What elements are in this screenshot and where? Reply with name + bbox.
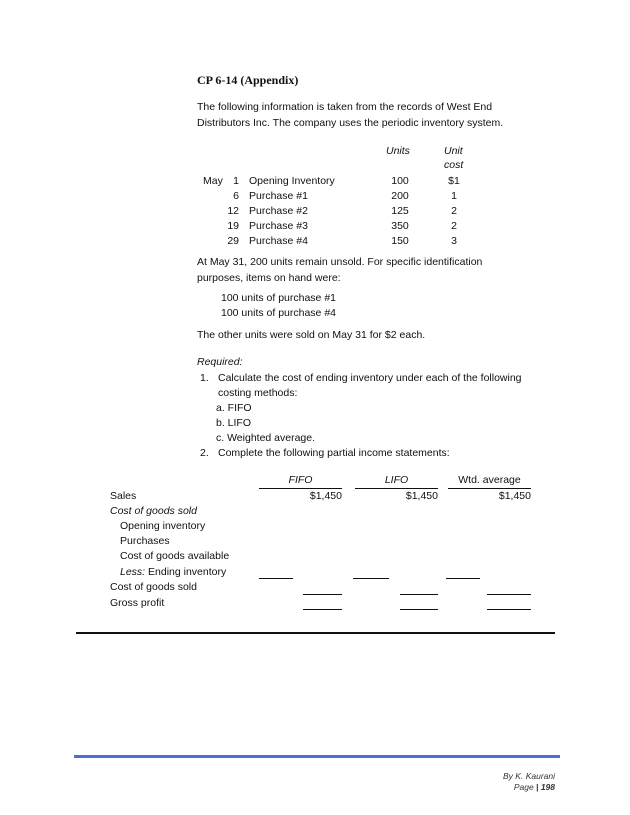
header-underline <box>355 488 438 489</box>
col-unit-cost-header: Unit <box>444 145 463 157</box>
required-sub-item: b. LIFO <box>216 417 252 429</box>
required-sub-item: a. FIFO <box>216 402 252 414</box>
row-cost: $1 <box>448 175 460 187</box>
cogs-blank <box>487 594 531 595</box>
cogs-heading: Cost of goods sold <box>110 505 197 517</box>
ending-inventory-blank <box>259 578 293 579</box>
ending-inventory-blank <box>446 578 480 579</box>
required-item-1-line-2: costing methods: <box>218 387 298 399</box>
row-units: 200 <box>391 190 409 202</box>
row-desc: Purchase #3 <box>249 220 308 232</box>
row-desc: Purchase #2 <box>249 205 308 217</box>
row-cost: 2 <box>451 205 457 217</box>
required-label: Required: <box>197 356 243 368</box>
intro-line-2: Distributors Inc. The company uses the periodic inventory system. <box>197 117 504 129</box>
required-item-1-number: 1. <box>200 372 209 384</box>
sales-lifo: $1,450 <box>405 490 438 502</box>
row-day: 29 <box>227 235 239 247</box>
row-cost: 1 <box>451 190 457 202</box>
required-item-1-line-1: Calculate the cost of ending inventory under each of the following <box>218 372 522 384</box>
row-desc: Purchase #4 <box>249 235 308 247</box>
header-underline <box>448 488 531 489</box>
row-day: 1 <box>233 175 239 187</box>
cogs-label: Cost of goods sold <box>110 581 197 593</box>
unsold-line-2: purposes, items on hand were: <box>197 272 341 284</box>
row-day: 19 <box>227 220 239 232</box>
unsold-line-1: At May 31, 200 units remain unsold. For specific identification <box>197 256 483 268</box>
header-underline <box>259 488 342 489</box>
footer-author: By K. Kaurani <box>503 771 555 781</box>
purchases-label: Purchases <box>120 535 170 547</box>
less-label: Less: <box>120 566 146 578</box>
row-units: 125 <box>391 205 409 217</box>
wtd-average-header: Wtd. average <box>458 474 521 486</box>
col-unit-cost-header-2: cost <box>444 159 464 171</box>
row-desc: Purchase #1 <box>249 190 308 202</box>
row-desc: Opening Inventory <box>249 175 335 187</box>
sales-wtd-average: $1,450 <box>498 490 531 502</box>
row-units: 350 <box>391 220 409 232</box>
opening-inventory-label: Opening inventory <box>120 520 206 532</box>
gross-profit-blank <box>400 609 438 610</box>
sold-note: The other units were sold on May 31 for $2 each. <box>197 329 426 341</box>
required-item-2: Complete the following partial income statements: <box>218 447 450 459</box>
footer-page: Page | 198 <box>513 782 555 792</box>
gross-profit-label: Gross profit <box>110 597 165 609</box>
sales-fifo: $1,450 <box>309 490 342 502</box>
ending-inventory-text: Ending inventory <box>145 566 227 578</box>
col-units-header: Units <box>386 145 410 157</box>
page-number: 198 <box>540 782 555 792</box>
row-cost: 2 <box>451 220 457 232</box>
intro-line-1: The following information is taken from the records of West End <box>197 101 493 113</box>
row-cost: 3 <box>451 235 457 247</box>
fifo-header: FIFO <box>288 474 313 486</box>
cogs-blank <box>303 594 342 595</box>
row-day: 12 <box>227 205 239 217</box>
page-label: Page <box>513 782 534 792</box>
row-day: 6 <box>233 190 239 202</box>
required-item-2-number: 2. <box>200 447 209 459</box>
ending-inventory-blank <box>353 578 389 579</box>
goods-available-label: Cost of goods available <box>120 550 230 562</box>
ending-inventory-label <box>120 566 226 578</box>
on-hand-item: 100 units of purchase #1 <box>221 292 336 304</box>
required-sub-item: c. Weighted average. <box>216 432 316 444</box>
on-hand-item: 100 units of purchase #4 <box>221 307 336 319</box>
section-divider <box>76 632 555 634</box>
footer-rule <box>74 755 560 758</box>
row-units: 150 <box>391 235 409 247</box>
page-title: CP 6-14 (Appendix) <box>197 73 299 87</box>
cogs-blank <box>400 594 438 595</box>
lifo-header: LIFO <box>384 474 409 486</box>
row-month: May <box>203 175 223 187</box>
gross-profit-blank <box>487 609 531 610</box>
sales-label: Sales <box>110 490 137 502</box>
gross-profit-blank <box>303 609 342 610</box>
row-units: 100 <box>391 175 409 187</box>
